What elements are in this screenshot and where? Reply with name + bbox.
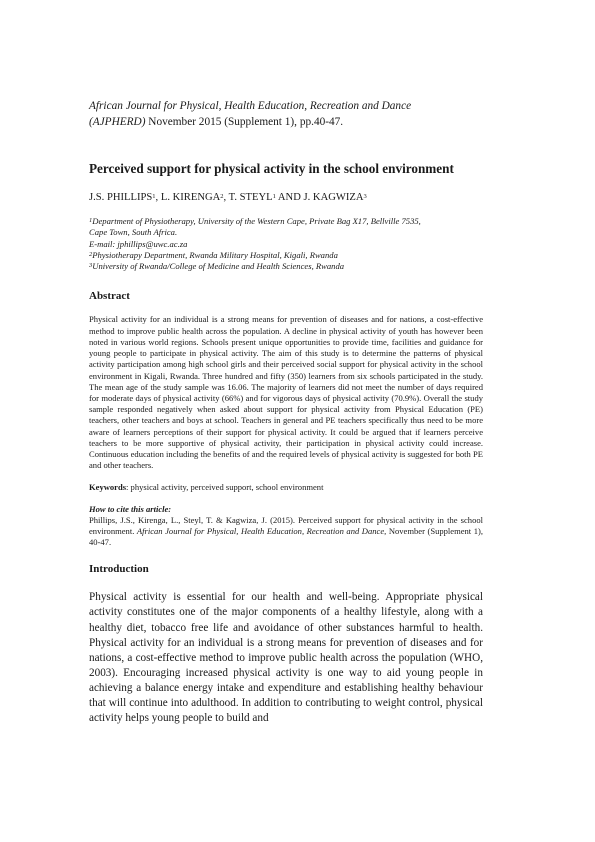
journal-issue: November 2015 (Supplement 1), pp.40-47. [148, 116, 344, 128]
article-title: Perceived support for physical activity in the school environment [89, 161, 454, 176]
affil-mark: 2 [89, 250, 93, 258]
introduction-body: Physical activity is essential for our health and well-being. Appropriate physical activity constitutes one of the major components of a healthy lifestyle, along with a healthy diet, tobacco free life and avoidance of other substances harmful to health. Physical activity for an individual is a strong means for prevention of diseases and for nations, a cost-effective method to improve public health across the population (WHO, 2003). Encouraging increased physical activity is one way to aid young people in achieving a balance energy intake and expenditure and establishing healthy behaviour that will continue into adulthood. In addition to contributing to weight control, physical activity helps young people to build and [89, 591, 483, 725]
introduction-heading: Introduction [89, 563, 149, 576]
affil-text: University of Rwanda/College of Medicine and Health Sciences, Rwanda [92, 261, 345, 272]
journal-abbr: (AJPHERD) [89, 116, 146, 128]
affiliation-line [89, 216, 483, 227]
keywords-text: : physical activity, perceived support, school environment [126, 482, 324, 493]
paper-page [89, 98, 483, 726]
author-name: L. KIRENGA [160, 192, 221, 203]
affiliation-email [89, 239, 483, 250]
author-separator: , [155, 192, 161, 203]
citation-body [89, 515, 483, 549]
affiliation-line [89, 227, 483, 238]
keywords-label: Keywords [89, 482, 127, 493]
affil-mark: 1 [89, 217, 93, 224]
affil-text: Physiotherapy Department, Rwanda Military Hospital, Kigali, Rwanda [92, 249, 338, 260]
abstract-body: Physical activity for an individual is a strong means for prevention of diseases and for nations, a cost-effective method to improve public health across the population. A decline in physical activity of youth has however been noted in various world regions. Schools present unique opportunities to provide time, facilities and guidance for young people to participate in physical activity. The aim of this study is to determine the patterns of physical activity participation among high school girls and their perceived social support for physical activity in the school environment in Kigali, Rwanda. Three hundred and fifty (350) learners from six schools participated in the study. The mean age of the study sample was 16.06. The majority of learners did not meet the number of days required for moderate days of physical activity (66%) and for vigorous days of physical activity (70.9%). Overall the study sample responded negatively when asked about support for physical activity from Physical Education (PE) teachers, other teachers and boys at school. Teachers in general and PE teachers specifically thus need to be more aware of learners perceptions of their support for physical activity. It could be argued that if learners perceive teachers to be more supportive of physical activity, their participation in physical activity could increase. Continuous education including the benefits of and the required levels of physical activity is suggested for both PE and other teachers. [89, 314, 483, 471]
affil-text: Cape Town, South Africa. [89, 227, 178, 238]
citation-heading: How to cite this article: [89, 503, 172, 514]
author-affil-mark: 2 [220, 193, 224, 200]
author-affil-mark: 1 [272, 193, 276, 200]
affiliations [89, 216, 483, 272]
affiliation-line [89, 250, 483, 261]
affil-text: Department of Physiotherapy, University of the Western Cape, Private Bag X17, Bellville 7535, [92, 216, 421, 226]
author-affil-mark: 3 [363, 193, 367, 200]
abstract-heading: Abstract [89, 290, 130, 303]
author-name: T. STEYL [228, 192, 273, 203]
author-name: J. KAGWIZA [303, 192, 364, 203]
author-name: J.S. PHILLIPS [89, 192, 153, 203]
journal-header [89, 98, 483, 130]
citation-plain: Phillips, J.S., Kirenga, L., Steyl, T. & Kagwiza, J. (2015). Perceived support for physical activity in the school environment. [89, 514, 483, 536]
author-list [89, 191, 483, 205]
affiliation-line [89, 261, 483, 272]
keywords [89, 482, 483, 493]
citation-journal: African Journal for Physical, Health Education, Recreation and Dance [136, 525, 385, 536]
author-separator: AND [275, 192, 304, 203]
affil-mark: 3 [89, 262, 93, 270]
author-separator: , [223, 192, 229, 203]
affil-text: E-mail: jphillips@uwc.ac.za [89, 238, 188, 249]
journal-name: African Journal for Physical, Health Education, Recreation and Dance [89, 100, 412, 112]
author-affil-mark: 1 [152, 193, 156, 200]
citation-tail: , November (Supplement 1), 40-47. [89, 525, 483, 548]
